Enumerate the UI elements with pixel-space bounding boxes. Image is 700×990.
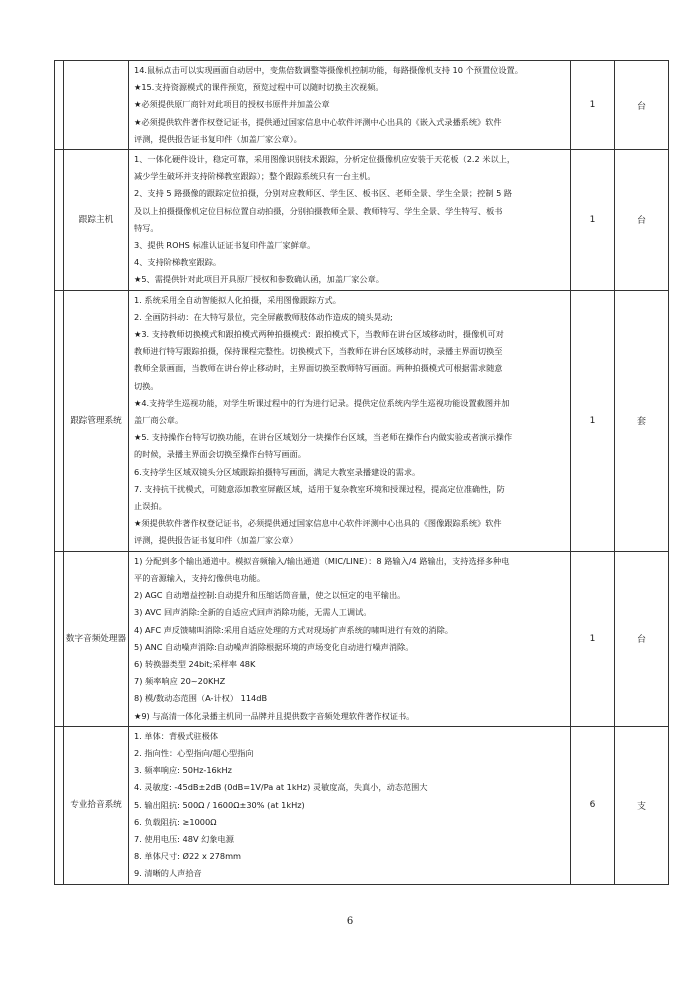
index-cell [55, 290, 64, 551]
index-cell [55, 551, 64, 726]
quantity-cell: 1 [571, 551, 615, 726]
spec-line: 教师全景画面，当教师在讲台停止移动时，主界面切换至教师特写画面。两种拍摄模式可根据需求随意 [134, 363, 503, 374]
spec-line: 8. 单体尺寸: Ø22 x 278mm [134, 851, 242, 862]
table-row [55, 61, 669, 150]
item-name-cell: 跟踪主机 [64, 150, 129, 291]
spec-line: 6. 负载阻抗: ≥1000Ω [134, 816, 217, 827]
unit-cell: 台 [615, 150, 669, 291]
spec-line: ★3. 支持教师切换模式和跟拍模式两种拍摄模式：跟拍模式下，当教师在讲台区域移动时，摄像机可对 [134, 329, 504, 340]
spec-line: 6.支持学生区域双镜头分区域跟踪拍摄特写画面，满足大教室录播建设的需求。 [134, 466, 421, 477]
spec-line: 1. 系统采用全自动智能拟人化拍摄，采用图像跟踪方式。 [134, 294, 341, 305]
spec-line: 5. 输出阻抗: 500Ω / 1600Ω±30% (at 1kHz) [134, 799, 305, 810]
spec-line: 平的音源输入，支持幻像供电功能。 [134, 572, 266, 583]
spec-line: 切换。 [134, 380, 159, 391]
spec-line: ★必须提供软件著作权登记证书，提供通过国家信息中心软件评测中心出具的《嵌入式录播系统》软件 [134, 116, 502, 127]
spec-line: 1) 分配到多个输出通道中。模拟音频输入/输出通道（MIC/LINE）：8 路输入/4 路输出，支持选择多种电 [134, 555, 510, 566]
spec-line: 教师进行特写跟踪拍摄，保持课程完整性。切换模式下，当教师在讲台区域移动时，录播主界面切换至 [134, 346, 503, 357]
spec-line: 评测，提供报告证书复印件（加盖厂家公章） [134, 535, 298, 546]
item-name-cell: 跟踪管理系统 [64, 290, 129, 551]
spec-line: ★5、需提供针对此项目开具原厂授权和参数确认函，加盖厂家公章。 [134, 274, 384, 285]
spec-line: 2. 全画防抖动：在大特写景位，完全屏蔽教师肢体动作造成的镜头晃动; [134, 311, 393, 322]
table-row [55, 726, 669, 884]
quantity-cell: 6 [571, 726, 615, 884]
item-name-cell [64, 61, 129, 150]
spec-line: 2) AGC 自动增益控制:自动提升和压缩话筒音量，使之以恒定的电平输出。 [134, 590, 406, 601]
spec-description-cell [129, 726, 571, 884]
unit-cell: 套 [615, 290, 669, 551]
spec-line: 9. 清晰的人声拾音 [134, 868, 202, 879]
spec-line: 盖厂商公章。 [134, 415, 184, 426]
spec-line: 评测，提供报告证书复印件（加盖厂家公章）。 [134, 133, 302, 144]
spec-line: 特写。 [134, 222, 159, 233]
spec-description-cell [129, 551, 571, 726]
item-name-cell: 专业拾音系统 [64, 726, 129, 884]
spec-line: 4. 灵敏度: -45dB±2dB (0dB=1V/Pa at 1kHz) 灵敏度高，失真小，动态范围大 [134, 782, 428, 793]
spec-line: ★须提供软件著作权登记证书，必须提供通过国家信息中心软件评测中心出具的《图像跟踪系统》软件 [134, 518, 502, 529]
spec-line: 4、支持阶梯教室跟踪。 [134, 257, 222, 268]
spec-line: 1、一体化硬件设计，稳定可靠，采用图像识别技术跟踪，分析定位摄像机应安装于天花板（2.2 米以上， [134, 154, 516, 165]
spec-line: ★5. 支持操作台特写切换功能，在讲台区域划分一块操作台区域，当老师在操作台内做实验或者演示操作 [134, 432, 513, 443]
spec-line: 14.鼠标点击可以实现画面自动居中，变焦倍数调整等摄像机控制功能，每路摄像机支持 10 个预置位设置。 [134, 65, 523, 75]
spec-line: 7) 频率响应 20~20KHZ [134, 676, 226, 687]
spec-line: ★15.支持资源模式的课件预览，预览过程中可以随时切换主次视频。 [134, 82, 384, 93]
spec-line: 2、支持 5 路摄像的跟踪定位拍摄，分别对应教师区、学生区、板书区、老师全景、学生全景；控制 5 路 [134, 188, 513, 199]
unit-cell: 台 [615, 61, 669, 150]
spec-line: 的时候，录播主界面会切换至操作台特写画面。 [134, 449, 306, 460]
table-row [55, 290, 669, 551]
spec-line: ★必须提供原厂商针对此项目的授权书原件并加盖公章 [134, 99, 330, 110]
spec-line: 7. 使用电压: 48V 幻象电源 [134, 833, 234, 844]
spec-line: ★4.支持学生巡视功能，对学生听课过程中的行为进行记录。提供定位系统内学生巡视功能设置截图并加 [134, 397, 510, 408]
quantity-cell: 1 [571, 150, 615, 291]
spec-line: 减少学生破坏并支持阶梯教室跟踪）；整个跟踪系统只有一台主机。 [134, 171, 376, 182]
unit-cell: 台 [615, 551, 669, 726]
spec-line: 及以上拍摄摄像机定位目标位置自动拍摄，分别拍摄教师全景、教师特写、学生全景、学生特写、板书 [134, 205, 503, 216]
page-number: 6 [346, 916, 354, 927]
quantity-cell: 1 [571, 290, 615, 551]
spec-description-cell [129, 150, 571, 291]
spec-line: 7. 支持抗干扰模式，可随意添加教室屏蔽区域，适用于复杂教室环境和授课过程，提高定位准确性，防 [134, 483, 505, 494]
index-cell [55, 726, 64, 884]
table-row [55, 150, 669, 291]
spec-line: ★9) 与高清一体化录播主机同一品牌并且提供数字音频处理软件著作权证书。 [134, 710, 415, 721]
spec-line: 4) AFC 声反馈啸叫消除:采用自适应处理的方式对现场扩声系统的啸叫进行有效的消除。 [134, 624, 453, 635]
index-cell [55, 61, 64, 150]
spec-description-cell [129, 61, 571, 150]
unit-cell: 支 [615, 726, 669, 884]
spec-table-body [55, 61, 669, 885]
spec-line: 止误拍。 [134, 501, 167, 512]
quantity-cell: 1 [571, 61, 615, 150]
spec-line: 6) 转换器类型 24bit;采样率 48K [134, 658, 256, 669]
spec-description-cell [129, 290, 571, 551]
spec-line: 5) ANC 自动噪声消除:自动噪声消除根据环境的声场变化自动进行噪声消除。 [134, 641, 414, 652]
spec-line: 2. 指向性：心型指向/超心型指向 [134, 747, 254, 758]
spec-line: 3. 频率响应: 50Hz-16kHz [134, 765, 232, 776]
spec-table [54, 60, 669, 885]
index-cell [55, 150, 64, 291]
spec-line: 1. 单体：背极式驻极体 [134, 730, 219, 741]
spec-line: 3) AVC 回声消除:全新的自适应式回声消除功能，无需人工调试。 [134, 607, 372, 618]
table-row [55, 551, 669, 726]
item-name-cell: 数字音频处理器 [64, 551, 129, 726]
spec-line: 3、提供 ROHS 标准认证证书复印件盖厂家鲜章。 [134, 240, 316, 251]
spec-line: 8) 模/数动态范围（A-计权） 114dB [134, 693, 268, 704]
